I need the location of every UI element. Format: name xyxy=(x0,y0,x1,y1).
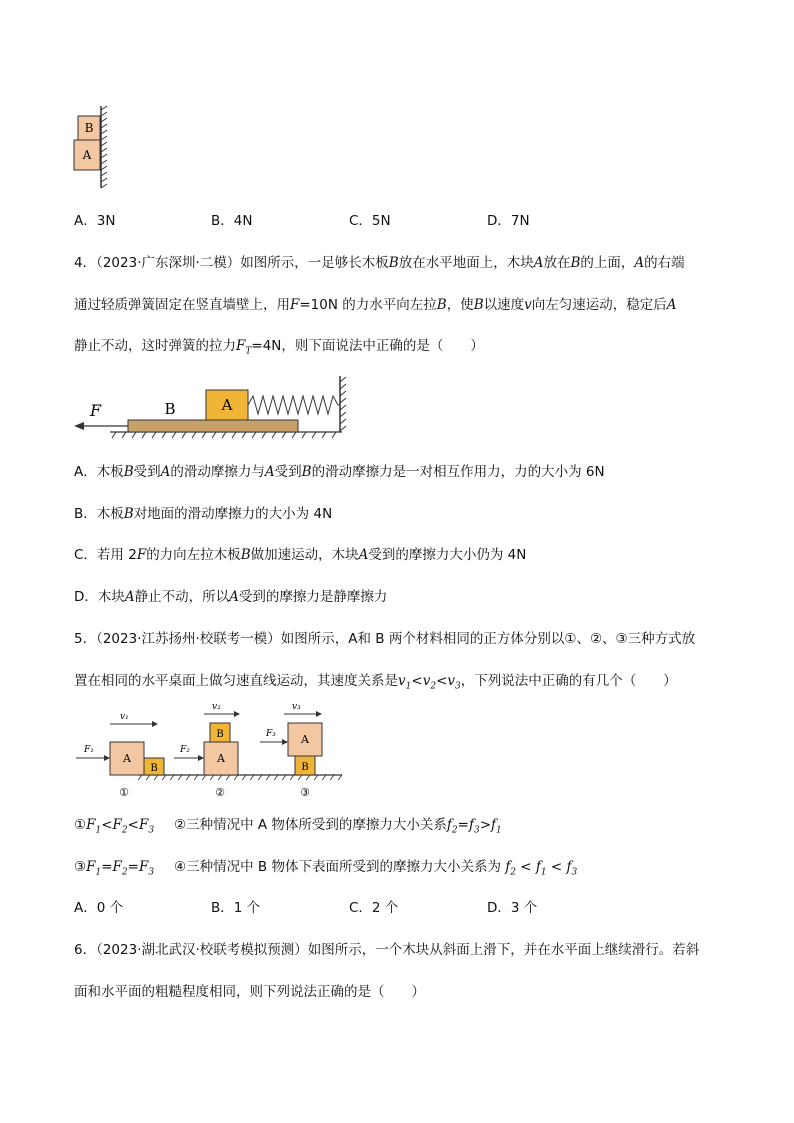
q4-option-c: C．若用 2F的力向左拉木板B做加速运动，木块A受到的摩擦力大小仍为 4N xyxy=(74,547,527,563)
q5-statement-2: ②三种情况中 A 物体所受到的摩擦力大小关系$f_2=f_3>f_1$ xyxy=(174,817,502,836)
svg-text:B: B xyxy=(216,729,224,740)
q3-option-a: A．3N xyxy=(74,213,116,229)
q4-stem-line1: 4．（2023·广东深圳·二模）如图所示，一足够长木板B放在水平地面上，木块A放在B的上面，A的右端 xyxy=(74,255,685,271)
q3-option-c: C．5N xyxy=(349,213,391,229)
q5-option-b: B．1 个 xyxy=(211,900,261,916)
q5-stem-line2: 置在相同的水平桌面上做匀速直线运动，其速度关系是$v_1<v_2<v_3$，下列说法中正确的有几个（ ） xyxy=(74,673,677,692)
q5-stem-line1: 5．（2023·江苏扬州·校联考一模）如图所示，A和 B 两个材料相同的正方体分别以①、②、③三种方式放 xyxy=(74,631,696,647)
figure-q4-board-spring xyxy=(70,374,360,444)
q4-option-d: D．木块A静止不动，所以A受到的摩擦力是静摩擦力 xyxy=(74,589,388,605)
force-label: F xyxy=(90,401,102,420)
block-a-label: A xyxy=(221,396,233,414)
svg-text:F₂: F₂ xyxy=(180,745,190,755)
svg-text:A: A xyxy=(301,733,309,746)
svg-text:F₁: F₁ xyxy=(84,745,94,755)
block-b-label: B xyxy=(84,121,94,135)
q4-stem-line3: 静止不动，这时弹簧的拉力$F_T=4N$，则下面说法中正确的是（ ） xyxy=(74,338,484,357)
svg-text:A: A xyxy=(217,752,225,765)
spring xyxy=(248,396,340,414)
svg-text:②: ② xyxy=(215,786,225,799)
svg-text:F₃: F₃ xyxy=(266,729,276,739)
q3-option-d: D．7N xyxy=(487,213,530,229)
figure-q3-blocks-wall xyxy=(70,104,115,190)
board-b xyxy=(128,420,298,432)
svg-text:v₁: v₁ xyxy=(120,712,129,722)
q6-stem-line2: 面和水平面的粗糙程度相同，则下列说法正确的是（ ） xyxy=(74,984,425,1000)
q5-statement-3: $③F_1=F_2=F_3$ xyxy=(74,859,155,878)
svg-text:B: B xyxy=(150,763,158,774)
q5-statement-1: $①F_1<F_2<F_3$ xyxy=(74,817,155,836)
svg-text:①: ① xyxy=(119,786,129,799)
q5-statement-4: ④三种情况中 B 物体下表面所受到的摩擦力大小关系为 $f_2 < f_1 < f_3$ xyxy=(174,859,578,878)
board-b-label: B xyxy=(164,400,176,418)
svg-text:B: B xyxy=(301,762,309,773)
q4-option-b: B．木板B对地面的滑动摩擦力的大小为 4N xyxy=(74,506,333,522)
q4-option-a: A．木板B受到A的滑动摩擦力与A受到B的滑动摩擦力是一对相互作用力，力的大小为 6N xyxy=(74,464,605,480)
figure-q5-three-arrangements xyxy=(70,700,350,800)
q5-option-c: C．2 个 xyxy=(349,900,399,916)
svg-text:③: ③ xyxy=(300,786,310,799)
svg-text:v₃: v₃ xyxy=(292,702,301,712)
q5-option-d: D．3 个 xyxy=(487,900,538,916)
svg-text:v₂: v₂ xyxy=(212,702,221,712)
q6-stem-line1: 6．（2023·湖北武汉·校联考模拟预测）如图所示，一个木块从斜面上滑下，并在水平面上继续滑行。若斜 xyxy=(74,942,700,958)
svg-text:A: A xyxy=(123,752,131,765)
q3-option-b: B．4N xyxy=(211,213,253,229)
q4-stem-line2: 通过轻质弹簧固定在竖直墙壁上，用F=10N 的力水平向左拉B，使B以速度v向左匀速运动，稳定后A xyxy=(74,297,677,313)
block-a-label: A xyxy=(82,148,92,162)
q5-option-a: A．0 个 xyxy=(74,900,124,916)
